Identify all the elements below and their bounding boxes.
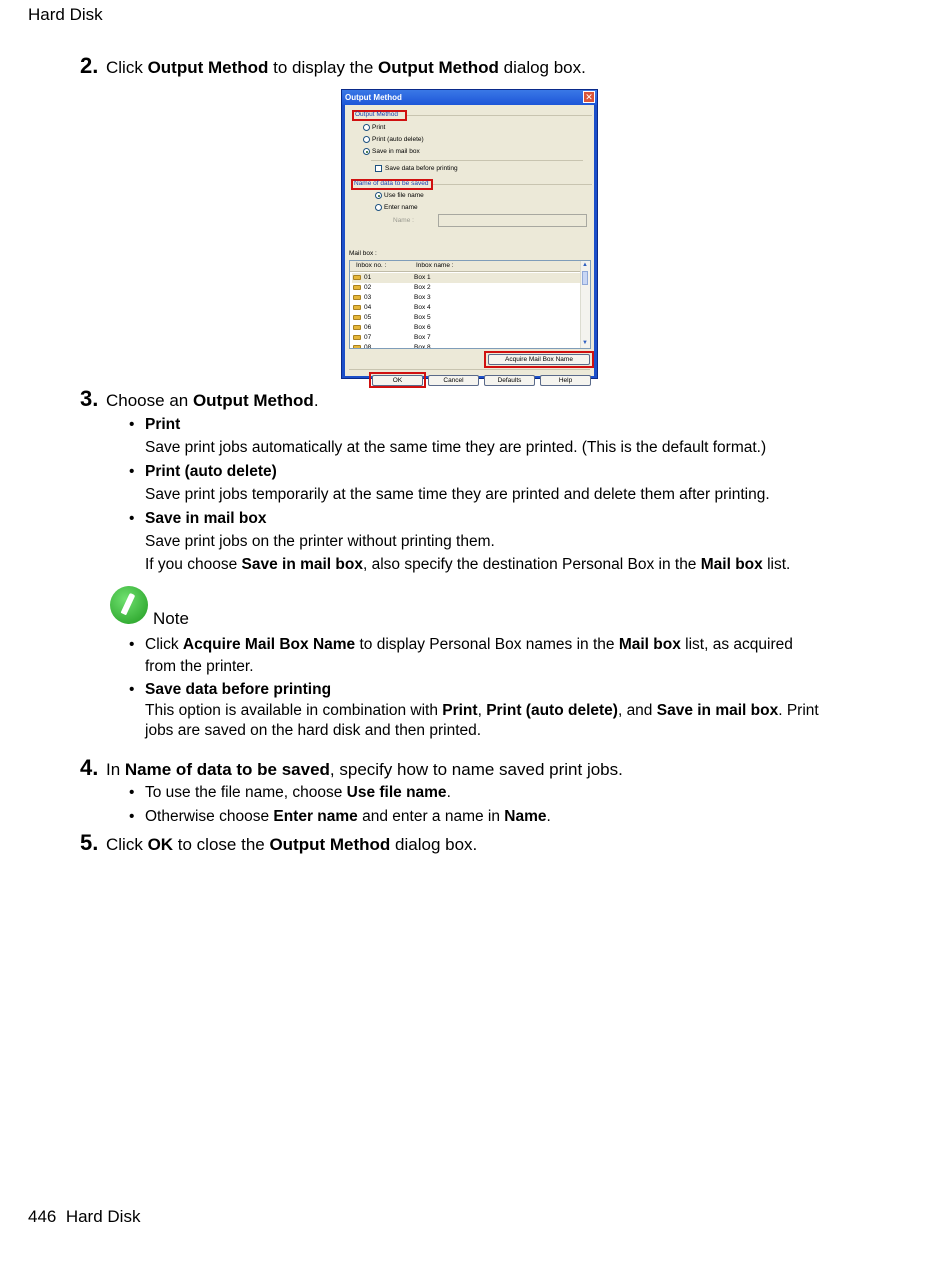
note-bullet-save-data-desc2: jobs are saved on the hard disk and then printed. xyxy=(145,722,482,739)
folder-icon xyxy=(353,345,361,349)
scroll-thumb[interactable] xyxy=(582,271,588,285)
radio-print-label: Print xyxy=(372,124,386,131)
inbox-no: 08 xyxy=(364,344,372,349)
folder-icon xyxy=(353,315,361,320)
step-4: 4. In Name of data to be saved, specify how to name saved print jobs. xyxy=(80,755,623,780)
close-icon[interactable]: ✕ xyxy=(583,91,595,103)
list-header xyxy=(350,261,582,272)
scroll-down-icon[interactable]: ▼ xyxy=(582,340,588,346)
note-pencil-icon xyxy=(110,586,148,624)
note-bullet-save-data-desc: This option is available in combination with Print, Print (auto delete), and Save in mail box. Print xyxy=(145,702,819,719)
note-bullet-acquire-cont: from the printer. xyxy=(145,658,254,675)
radio-enter-name[interactable] xyxy=(375,204,382,211)
acquire-mail-box-name-button[interactable]: Acquire Mail Box Name xyxy=(488,354,590,365)
inbox-no: 05 xyxy=(364,314,372,321)
folder-icon xyxy=(353,325,361,330)
scroll-up-icon[interactable]: ▲ xyxy=(582,262,588,268)
step-3: 3. Choose an Output Method. xyxy=(80,386,319,411)
group-output-method-label: Output Method xyxy=(355,111,398,118)
output-method-dialog xyxy=(341,89,598,384)
column-inbox-no: Inbox no. : xyxy=(356,262,387,269)
inbox-no: 07 xyxy=(364,334,372,341)
mail-box-list[interactable] xyxy=(349,260,591,349)
defaults-button[interactable]: Defaults xyxy=(484,375,535,386)
radio-print-auto-delete[interactable] xyxy=(363,136,370,143)
radio-enter-name-label: Enter name xyxy=(384,204,418,211)
column-inbox-name: Inbox name : xyxy=(416,262,454,269)
bullet-save-in-mail-box-desc: Save print jobs on the printer without printing them. xyxy=(145,533,495,550)
inbox-name: Box 6 xyxy=(414,324,431,331)
group-name-of-data-label: Name of data to be saved xyxy=(354,180,429,187)
note-label: Note xyxy=(153,609,189,628)
folder-icon xyxy=(353,285,361,290)
inbox-no: 03 xyxy=(364,294,372,301)
list-item[interactable] xyxy=(352,273,580,283)
step-5: 5. Click OK to close the Output Method dialog box. xyxy=(80,830,478,855)
cancel-button[interactable]: Cancel xyxy=(428,375,479,386)
radio-use-file-name[interactable] xyxy=(375,192,382,199)
list-item[interactable] xyxy=(352,303,580,313)
dialog-title: Output Method xyxy=(342,90,597,105)
inbox-name: Box 7 xyxy=(414,334,431,341)
list-item[interactable] xyxy=(352,313,580,323)
checkbox-save-data-before-printing[interactable] xyxy=(375,165,382,172)
footer-section: Hard Disk xyxy=(65,1207,141,1226)
bullet-print-desc: Save print jobs automatically at the same time they are printed. (This is the default format.) xyxy=(145,439,767,456)
inbox-name: Box 5 xyxy=(414,314,431,321)
radio-print-auto-delete-label: Print (auto delete) xyxy=(372,136,424,143)
list-item[interactable] xyxy=(352,333,580,343)
bullet-save-in-mail-box-desc2: If you choose Save in mail box, also specify the destination Personal Box in the Mail box list. xyxy=(145,556,791,573)
dialog-body xyxy=(345,105,594,384)
radio-print[interactable] xyxy=(363,124,370,131)
radio-use-file-name-label: Use file name xyxy=(384,192,424,199)
inbox-no: 02 xyxy=(364,284,372,291)
folder-icon xyxy=(353,295,361,300)
checkbox-save-data-label: Save data before printing xyxy=(385,165,458,172)
inbox-name: Box 3 xyxy=(414,294,431,301)
inbox-name: Box 2 xyxy=(414,284,431,291)
list-item[interactable] xyxy=(352,293,580,303)
inbox-name: Box 8 xyxy=(414,344,431,349)
page-number: 446 xyxy=(28,1207,57,1226)
ok-button[interactable]: OK xyxy=(372,375,423,386)
step-2: 2. Click Output Method to display the Output Method dialog box. xyxy=(80,53,586,78)
inbox-name: Box 4 xyxy=(414,304,431,311)
folder-icon xyxy=(353,335,361,340)
name-input[interactable] xyxy=(438,214,587,227)
inbox-no: 04 xyxy=(364,304,372,311)
name-field-label: Name : xyxy=(393,217,414,224)
folder-icon xyxy=(353,305,361,310)
inbox-name: Box 1 xyxy=(414,274,431,281)
folder-icon xyxy=(353,275,361,280)
radio-save-in-mail-box[interactable] xyxy=(363,148,370,155)
list-item[interactable] xyxy=(352,283,580,293)
page-footer xyxy=(28,1207,140,1227)
radio-save-in-mail-box-label: Save in mail box xyxy=(372,148,420,155)
inbox-no: 06 xyxy=(364,324,372,331)
list-item[interactable] xyxy=(352,323,580,333)
inbox-no: 01 xyxy=(364,274,372,281)
list-item[interactable] xyxy=(352,343,580,349)
page-header: Hard Disk xyxy=(28,5,103,24)
list-scrollbar[interactable] xyxy=(580,261,590,348)
bullet-print-auto-delete-desc: Save print jobs temporarily at the same time they are printed and delete them after printing. xyxy=(145,486,770,503)
help-button[interactable]: Help xyxy=(540,375,591,386)
mail-box-label: Mail box : xyxy=(349,250,377,257)
